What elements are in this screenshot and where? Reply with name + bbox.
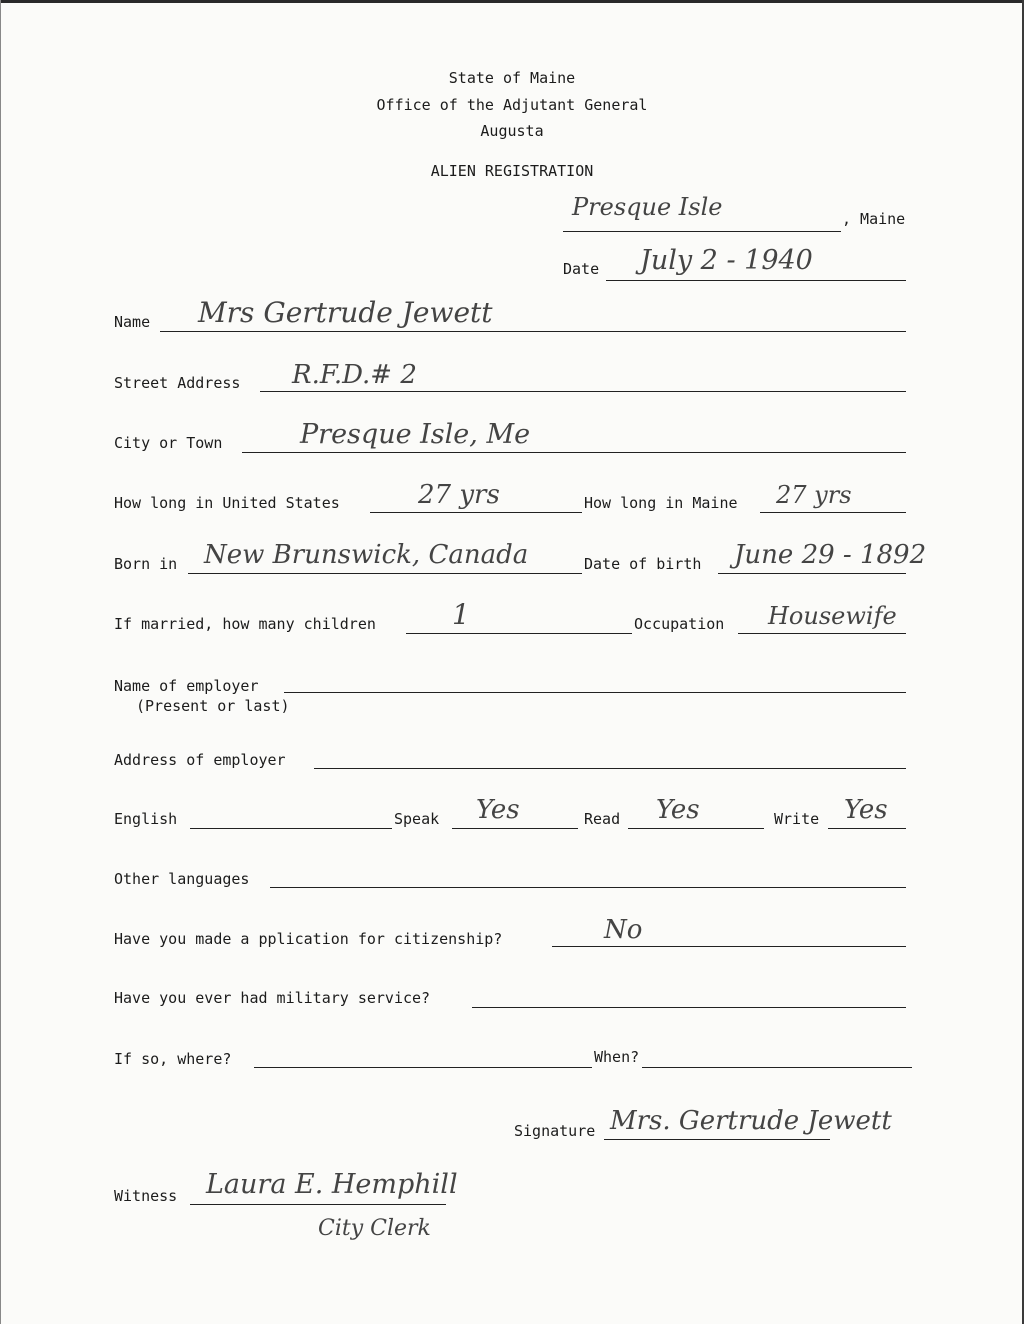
years-us-label: How long in United States bbox=[114, 494, 340, 512]
occupation-value: Housewife bbox=[768, 602, 897, 630]
city-label: City or Town bbox=[114, 434, 223, 452]
dob-label: Date of birth bbox=[584, 555, 702, 573]
form-title: ALIEN REGISTRATION bbox=[430, 162, 594, 180]
header-state: State of Maine bbox=[448, 69, 576, 87]
years-maine-value: 27 yrs bbox=[776, 481, 852, 509]
witness-value: Laura E. Hemphill bbox=[206, 1169, 458, 1200]
street-value: R.F.D.# 2 bbox=[292, 360, 417, 390]
header-city: Augusta bbox=[480, 122, 544, 140]
years-maine-label: How long in Maine bbox=[584, 494, 738, 512]
place-line bbox=[563, 231, 841, 232]
born-in-line bbox=[188, 573, 582, 574]
date-label: Date bbox=[563, 260, 600, 278]
date-value: July 2 - 1940 bbox=[640, 245, 813, 276]
name-label: Name bbox=[114, 313, 151, 331]
witness-label: Witness bbox=[114, 1187, 178, 1205]
witness-title-value: City Clerk bbox=[318, 1216, 431, 1241]
read-value: Yes bbox=[656, 795, 700, 825]
if-so-label: If so, where? bbox=[114, 1050, 232, 1068]
read-label: Read bbox=[584, 810, 621, 828]
children-label: If married, how many children bbox=[114, 615, 376, 633]
witness-line bbox=[190, 1204, 446, 1205]
when-line bbox=[642, 1067, 912, 1068]
english-label: English bbox=[114, 810, 178, 828]
write-line bbox=[828, 828, 906, 829]
header-office: Office of the Adjutant General bbox=[376, 96, 648, 114]
years-us-line bbox=[370, 512, 582, 513]
born-in-label: Born in bbox=[114, 555, 178, 573]
when-label: When? bbox=[594, 1048, 640, 1066]
employer-name-line bbox=[284, 692, 906, 693]
write-value: Yes bbox=[844, 795, 888, 825]
other-languages-line bbox=[270, 887, 906, 888]
if-so-line bbox=[254, 1067, 592, 1068]
employer-address-line bbox=[314, 768, 906, 769]
dob-line bbox=[718, 573, 906, 574]
military-label: Have you ever had military service? bbox=[114, 989, 431, 1007]
signature-value: Mrs. Gertrude Jewett bbox=[610, 1106, 892, 1136]
years-maine-line bbox=[760, 512, 906, 513]
english-line bbox=[190, 828, 392, 829]
citizenship-line bbox=[552, 946, 906, 947]
signature-label: Signature bbox=[514, 1122, 596, 1140]
employer-name-label: Name of employer bbox=[114, 677, 259, 695]
occupation-line bbox=[738, 633, 906, 634]
citizenship-label: Have you made a pplication for citizenship? bbox=[114, 930, 503, 948]
employer-sub-label: (Present or last) bbox=[136, 697, 290, 715]
occupation-label: Occupation bbox=[634, 615, 725, 633]
name-value: Mrs Gertrude Jewett bbox=[198, 296, 493, 329]
military-line bbox=[472, 1007, 906, 1008]
city-value: Presque Isle, Me bbox=[300, 419, 531, 450]
children-value: 1 bbox=[452, 598, 470, 631]
born-in-value: New Brunswick, Canada bbox=[204, 540, 529, 570]
other-languages-label: Other languages bbox=[114, 870, 250, 888]
date-line bbox=[606, 280, 906, 281]
children-line bbox=[406, 633, 632, 634]
speak-label: Speak bbox=[394, 810, 440, 828]
employer-address-label: Address of employer bbox=[114, 751, 286, 769]
signature-line bbox=[604, 1139, 830, 1140]
write-label: Write bbox=[774, 810, 820, 828]
speak-value: Yes bbox=[476, 795, 520, 825]
street-label: Street Address bbox=[114, 374, 241, 392]
scan-edge-top bbox=[0, 0, 1024, 3]
speak-line bbox=[452, 828, 578, 829]
dob-value: June 29 - 1892 bbox=[734, 540, 927, 570]
street-line bbox=[260, 391, 906, 392]
citizenship-value: No bbox=[604, 915, 643, 945]
name-line bbox=[160, 331, 906, 332]
years-us-value: 27 yrs bbox=[418, 480, 500, 510]
scan-edge-left bbox=[0, 0, 1, 1324]
city-line bbox=[242, 452, 906, 453]
place-value: Presque Isle bbox=[572, 193, 723, 221]
read-line bbox=[628, 828, 764, 829]
maine-label: , Maine bbox=[842, 210, 906, 228]
